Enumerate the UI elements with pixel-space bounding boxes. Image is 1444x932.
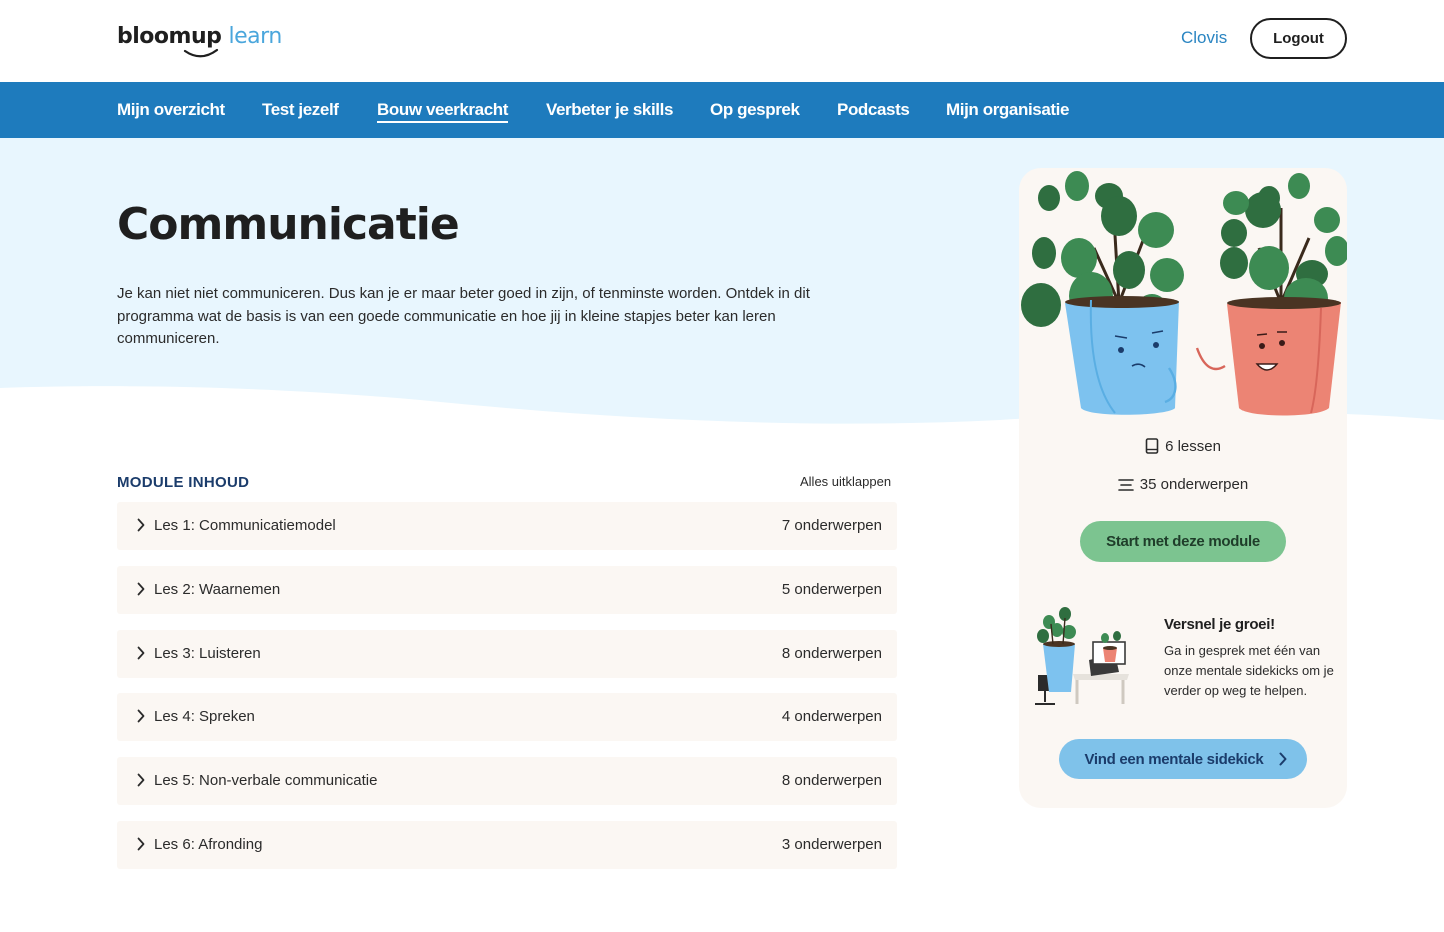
- chevron-right-icon: [137, 646, 145, 660]
- lesson-row-5[interactable]: [117, 757, 897, 805]
- lesson-topic-count: 7 onderwerpen: [781, 517, 882, 534]
- plant-pots-illustration: [1019, 168, 1347, 430]
- lesson-row-2[interactable]: [117, 566, 897, 614]
- lesson-row-6[interactable]: [117, 821, 897, 869]
- lesson-title: Les 5: Non-verbale communicatie: [154, 772, 378, 789]
- lesson-topic-count: 5 onderwerpen: [781, 581, 882, 598]
- module-intro: Je kan niet niet communiceren. Dus kan je er maar beter goed in zijn, of tenminste worden. Ontdek in dit programma wat de basis is van een goede communicatie en hoe jij in kleine stapjes beter kan leren communiceren.: [117, 285, 810, 347]
- lesson-title: Les 3: Luisteren: [154, 645, 261, 662]
- lesson-title: Les 4: Spreken: [154, 708, 255, 725]
- topics-count: [1019, 476, 1347, 493]
- nav-item-podcasts[interactable]: Podcasts: [837, 100, 910, 119]
- chevron-right-icon: [1279, 752, 1287, 766]
- main-nav: [0, 82, 1444, 138]
- lesson-row-4[interactable]: [117, 693, 897, 741]
- user-profile-link[interactable]: Clovis: [1181, 28, 1228, 47]
- lesson-topic-count: 8 onderwerpen: [781, 645, 882, 662]
- start-module-button[interactable]: Start met deze module: [1080, 521, 1286, 562]
- boost-description: Ga in gesprek met één van onze mentale sidekicks om je verder op weg te helpen.: [1164, 643, 1334, 698]
- find-sidekick-label: Vind een mentale sidekick: [1084, 750, 1264, 768]
- logo[interactable]: [117, 24, 282, 49]
- lesson-title: Les 2: Waarnemen: [154, 581, 281, 598]
- expand-all-link[interactable]: Alles uitklappen: [800, 474, 892, 489]
- lessons-count: [1019, 438, 1347, 455]
- lesson-row-1[interactable]: [117, 502, 897, 550]
- topics-count-text: 35 onderwerpen: [1139, 476, 1249, 493]
- module-summary-card: [1019, 168, 1347, 808]
- chevron-right-icon: [137, 709, 145, 723]
- lesson-topic-count: 4 onderwerpen: [781, 708, 882, 725]
- chevron-right-icon: [137, 518, 145, 532]
- lesson-title: Les 1: Communicatiemodel: [154, 517, 336, 534]
- module-content-heading: MODULE INHOUD: [117, 474, 250, 491]
- logo-main-text: bloomup: [117, 24, 222, 49]
- nav-item-mijn-overzicht[interactable]: Mijn overzicht: [117, 100, 225, 119]
- lesson-row-3[interactable]: [117, 630, 897, 678]
- nav-item-mijn-organisatie[interactable]: Mijn organisatie: [946, 100, 1070, 119]
- logo-smile-icon: [183, 48, 219, 60]
- chevron-right-icon: [137, 773, 145, 787]
- find-sidekick-button[interactable]: [1059, 739, 1307, 779]
- page-title: Communicatie: [117, 199, 459, 250]
- logo-sub-text: learn: [228, 24, 282, 49]
- lesson-title: Les 6: Afronding: [154, 836, 263, 853]
- site-header: [0, 0, 1444, 82]
- chevron-right-icon: [137, 582, 145, 596]
- lessons-count-text: 6 lessen: [1165, 438, 1221, 455]
- book-icon: [1145, 438, 1159, 454]
- nav-item-bouw-veerkracht[interactable]: Bouw veerkracht: [377, 100, 508, 123]
- nav-item-verbeter-je-skills[interactable]: Verbeter je skills: [546, 100, 673, 119]
- lesson-topic-count: 3 onderwerpen: [781, 836, 882, 853]
- chevron-right-icon: [137, 837, 145, 851]
- lesson-topic-count: 8 onderwerpen: [781, 772, 882, 789]
- nav-item-test-jezelf[interactable]: Test jezelf: [262, 100, 339, 119]
- nav-item-op-gesprek[interactable]: Op gesprek: [710, 100, 800, 119]
- list-icon: [1118, 478, 1134, 492]
- boost-title: Versnel je groei!: [1164, 616, 1275, 633]
- desk-call-illustration: [1035, 604, 1135, 708]
- logout-button[interactable]: Logout: [1250, 18, 1347, 59]
